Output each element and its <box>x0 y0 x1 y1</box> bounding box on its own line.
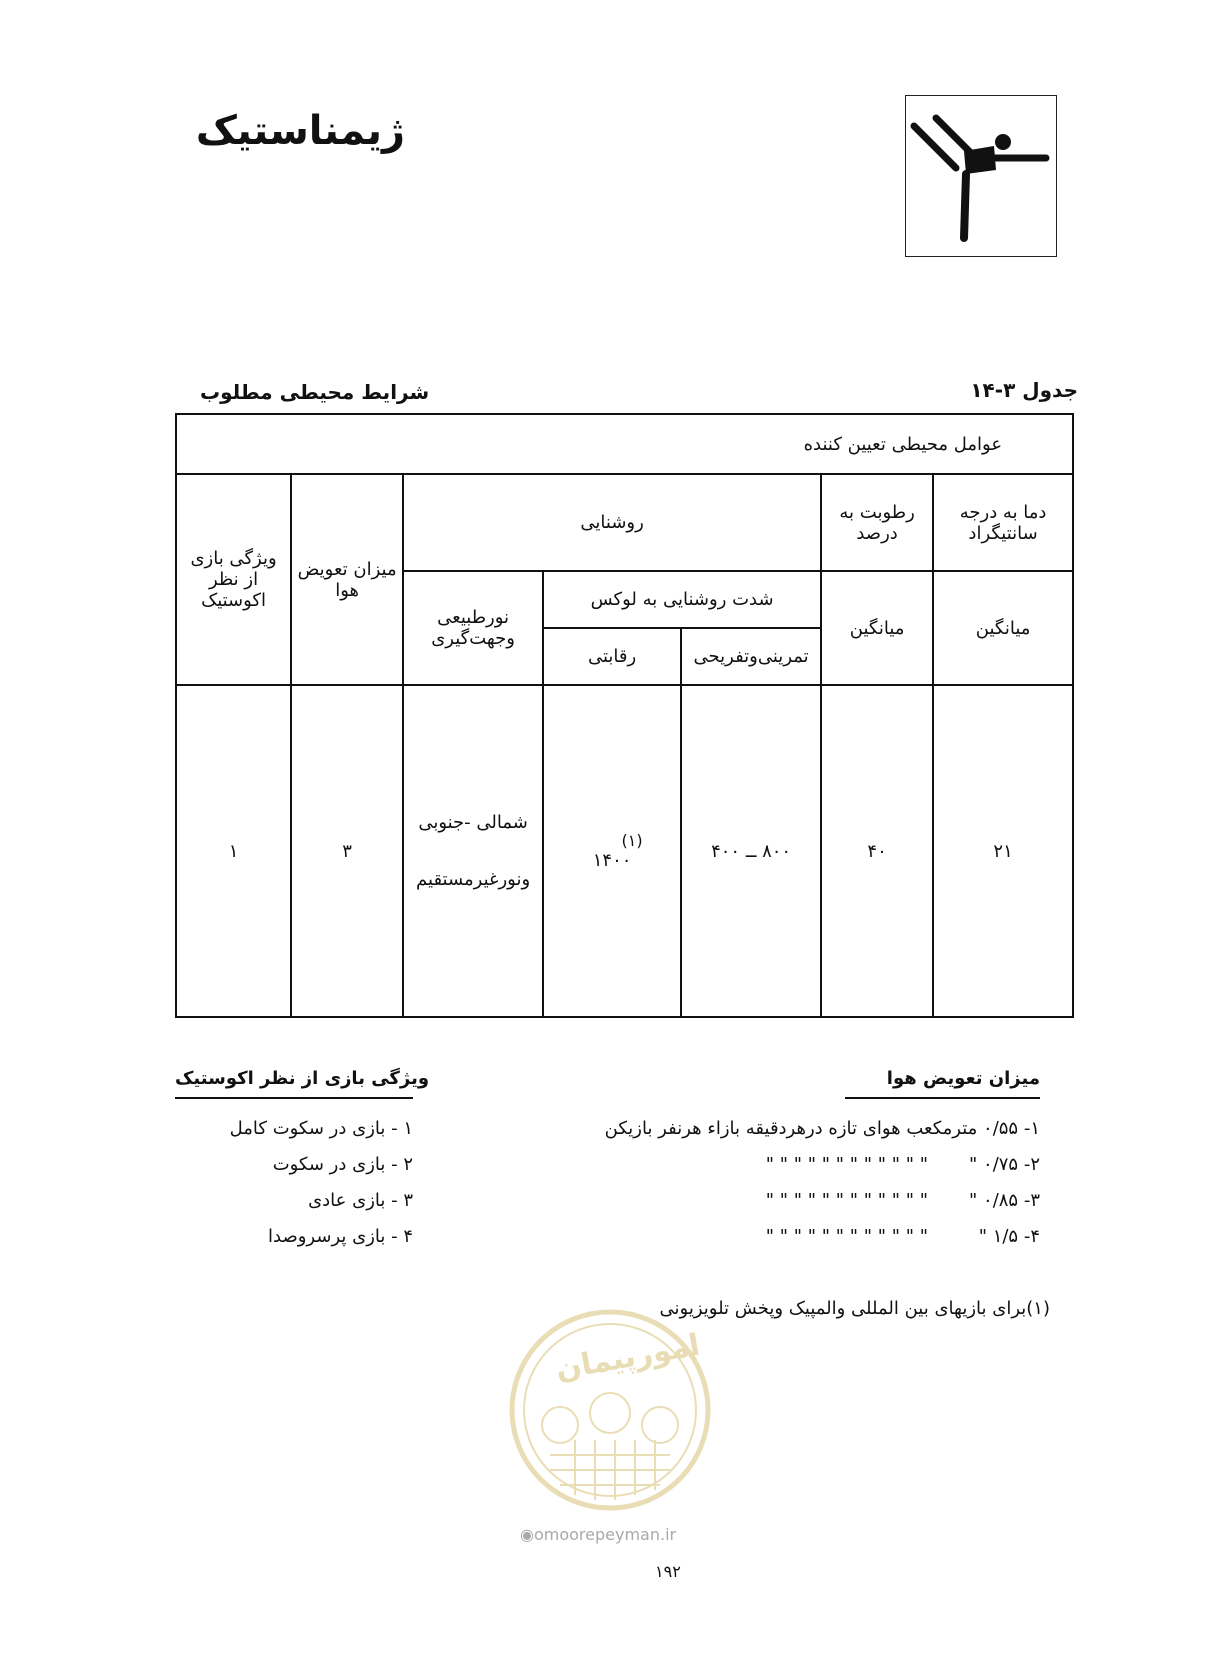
header-competition: رقابتی <box>543 628 681 685</box>
cell-acoustic: ۱ <box>176 685 291 1017</box>
ditto-marks: " " " " " " " " " " " " <box>765 1226 928 1247</box>
list-item: ۳- ۰/۸۵ " <box>969 1190 1040 1211</box>
cell-natural-light <box>403 685 543 1017</box>
divider <box>175 1097 413 1099</box>
table-number: جدول ۳-۱۴ <box>970 378 1078 402</box>
watermark-url-text: omoorepeyman.ir <box>533 1525 677 1544</box>
header-natural-light: نورطبیعی وجهت‌گیری <box>403 571 543 685</box>
page-title: ژیمناستیک <box>195 108 405 154</box>
table-caption: شرایط محیطی مطلوب <box>200 380 430 404</box>
ditto-marks: " " " " " " " " " " " " <box>765 1190 928 1211</box>
gymnast-pictogram-icon <box>905 95 1057 257</box>
watermark-logo <box>505 1305 715 1515</box>
acoustic-section-title: ویژگی بازی از نظر اکوستیک <box>175 1068 430 1089</box>
list-item: ۲- ۰/۷۵ " <box>969 1154 1040 1175</box>
list-item: ۳ - بازی عادی <box>308 1190 413 1211</box>
header-temperature: دما به درجه سانتیگراد <box>933 474 1073 571</box>
page-number: ۱۹۲ <box>655 1562 681 1581</box>
competition-lux-value: ۱۴۰۰ <box>592 850 632 871</box>
header-humidity-average: میانگین <box>821 571 933 685</box>
header-light-intensity: شدت روشنایی به لوکس <box>543 571 821 628</box>
header-lighting: روشنایی <box>403 474 821 571</box>
header-acoustic: ویژگی بازی از نظر اکوستیک <box>176 474 291 685</box>
footnote: (۱)برای بازیهای بین المللی والمپیک وپخش تلویزیونی <box>659 1298 1050 1319</box>
header-temperature-average: میانگین <box>933 571 1073 685</box>
list-item: ۲ - بازی در سکوت <box>272 1154 413 1175</box>
list-item: ۴ - بازی پرسروصدا <box>268 1226 413 1247</box>
header-air-change: میزان تعویض هوا <box>291 474 403 685</box>
ditto-marks: " " " " " " " " " " " " <box>765 1154 928 1175</box>
watermark-text: امورپیمان <box>553 1327 703 1388</box>
footnote-marker: (۱) <box>621 831 643 850</box>
list-item: ۴- ۱/۵ " <box>978 1226 1040 1247</box>
cell-temperature: ۲۱ <box>933 685 1073 1017</box>
natural-light-line-1: شمالی -جنوبی <box>418 812 528 833</box>
environment-conditions-table <box>175 413 1074 1018</box>
list-item: ۱ - بازی در سکوت کامل <box>229 1118 413 1139</box>
globe-icon: ◉ <box>520 1525 534 1544</box>
header-humidity: رطوبت به درصد <box>821 474 933 571</box>
air-change-section-title: میزان تعویض هوا <box>886 1068 1040 1089</box>
watermark-url <box>520 1525 676 1544</box>
cell-humidity: ۴۰ <box>821 685 933 1017</box>
header-training: تمرینی‌وتفریحی <box>681 628 821 685</box>
cell-training-lux: ۸۰۰ ــ ۴۰۰ <box>681 685 821 1017</box>
cell-competition-lux <box>543 685 681 1017</box>
list-item: ۱- ۰/۵۵ مترمکعب هوای تازه درهردقیقه بازاء هرنفر بازیکن <box>604 1118 1040 1139</box>
divider <box>845 1097 1040 1099</box>
factors-header: عوامل محیطی تعیین کننده <box>176 414 1073 474</box>
natural-light-line-2: ونورغیرمستقیم <box>416 869 531 890</box>
cell-air-change: ۳ <box>291 685 403 1017</box>
